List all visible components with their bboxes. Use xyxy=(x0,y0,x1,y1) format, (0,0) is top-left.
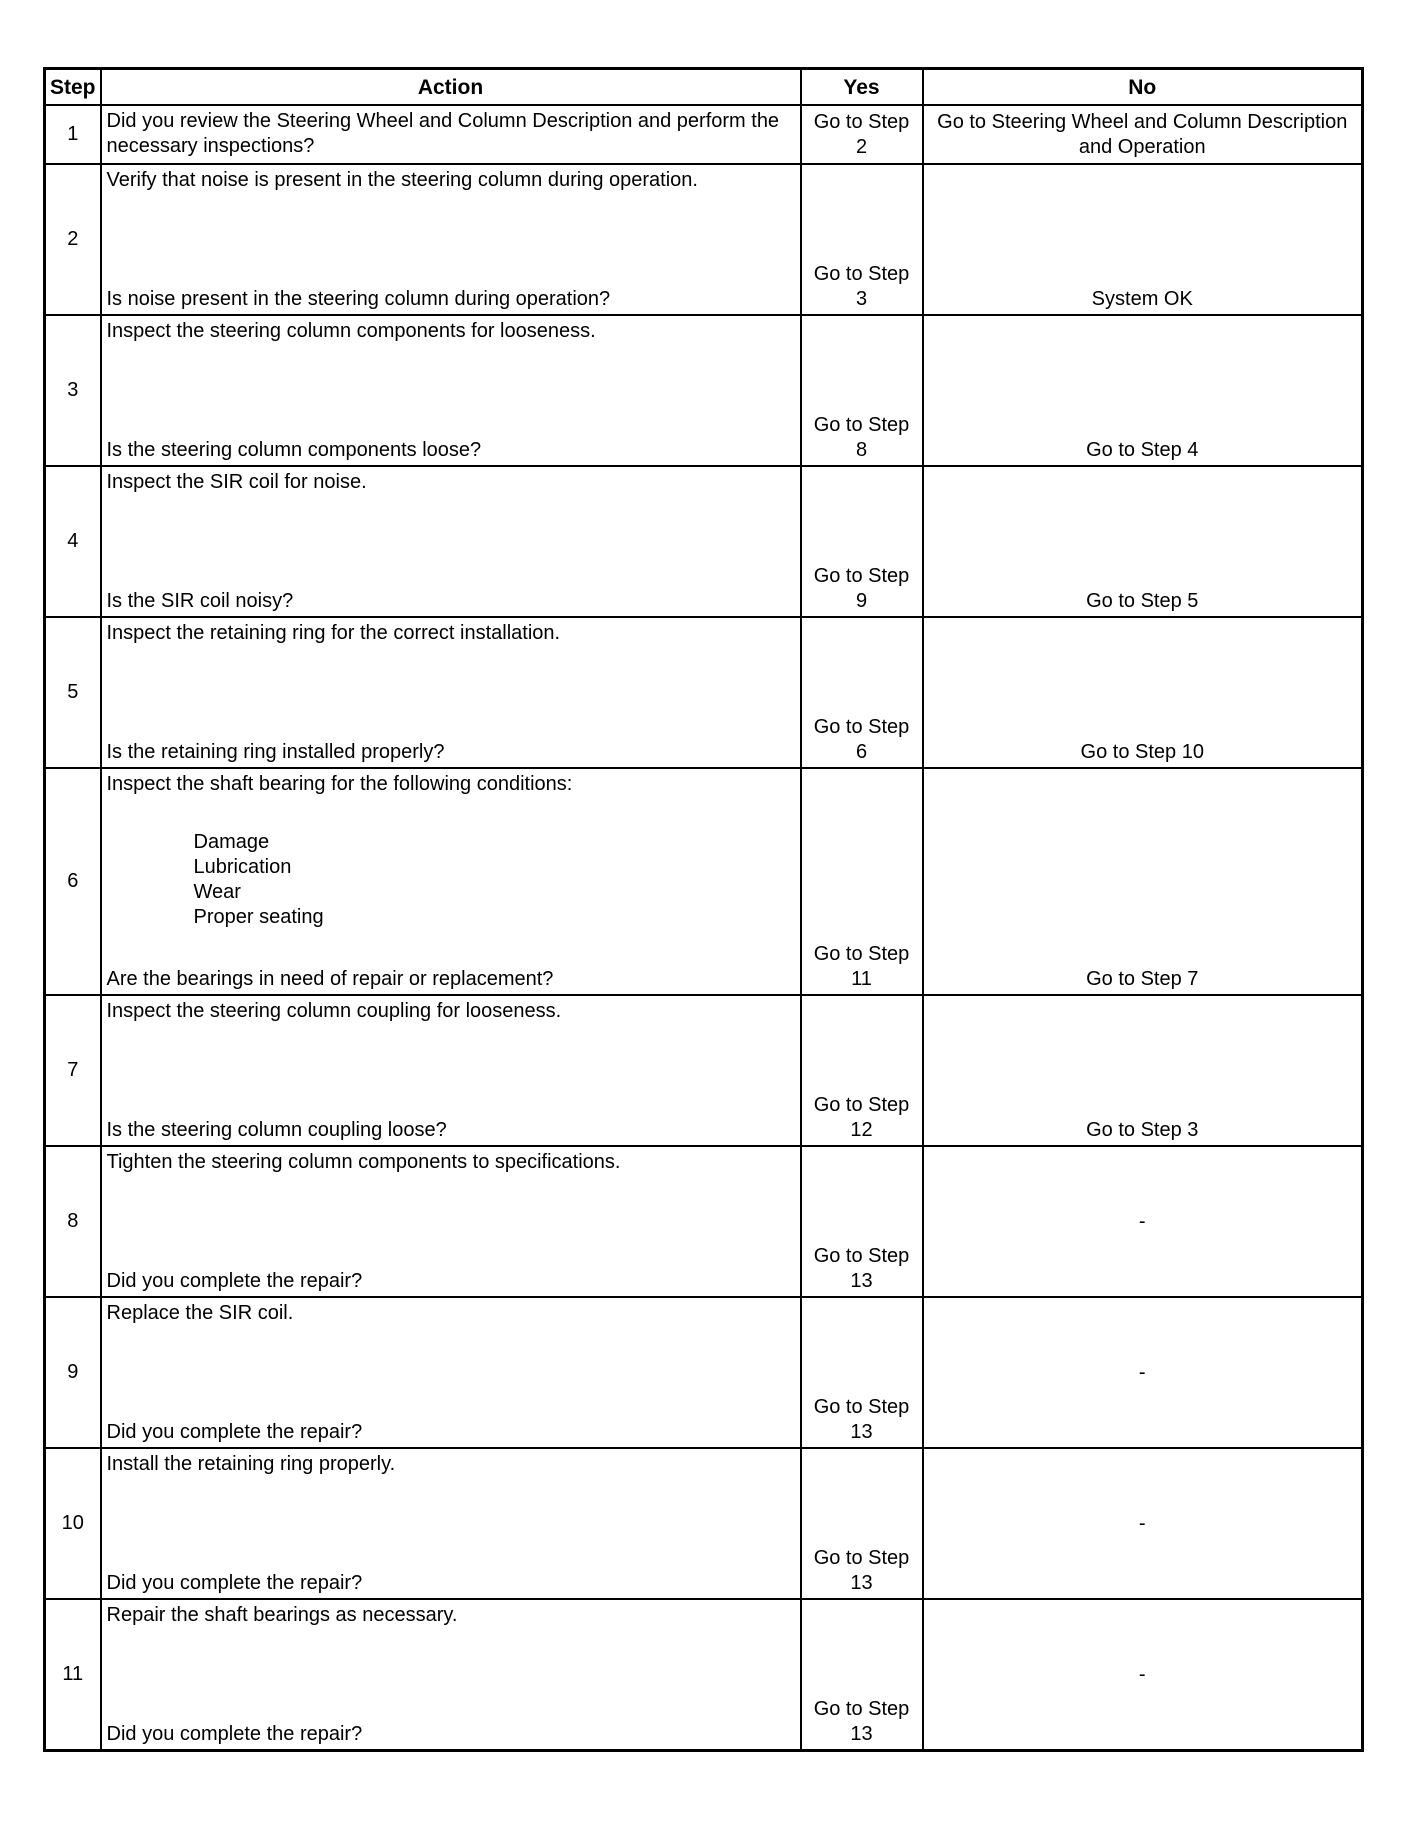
no-result: Go to Step 3 xyxy=(1086,1119,1199,1141)
action-instruction: Did you review the Steering Wheel and Column Description and perform the necessary inspections? xyxy=(106,110,780,157)
action-instruction: Inspect the retaining ring for the correct installation. xyxy=(106,622,561,644)
yes-label: Go to Step xyxy=(813,716,910,738)
action-cell xyxy=(101,315,801,466)
step-number: 9 xyxy=(45,1297,101,1448)
no-result: - xyxy=(1138,1361,1146,1383)
yes-cell xyxy=(801,164,923,315)
action-instruction: Inspect the steering column components for looseness. xyxy=(106,320,596,342)
condition-item: Wear xyxy=(193,881,241,903)
yes-label: Go to Step xyxy=(813,1547,910,1569)
action-cell xyxy=(101,1146,801,1297)
no-cell xyxy=(923,1448,1363,1599)
step-number: 6 xyxy=(45,768,101,995)
no-cell xyxy=(923,768,1363,995)
yes-label: Go to Step xyxy=(813,1245,910,1267)
no-result: Go to Step 5 xyxy=(1086,590,1199,612)
condition-list xyxy=(107,830,324,930)
action-instruction: Repair the shaft bearings as necessary. xyxy=(106,1604,458,1626)
table-row xyxy=(45,617,1363,768)
action-instruction: Tighten the steering column components to specifications. xyxy=(106,1151,621,1173)
no-cell xyxy=(923,466,1363,617)
step-number: 3 xyxy=(45,315,101,466)
step-number: 8 xyxy=(45,1146,101,1297)
action-question: Are the bearings in need of repair or replacement? xyxy=(106,968,554,990)
action-instruction: Inspect the SIR coil for noise. xyxy=(106,471,367,493)
yes-step: 11 xyxy=(851,968,872,990)
yes-step: 3 xyxy=(855,288,868,310)
table-row xyxy=(45,466,1363,617)
no-result: - xyxy=(1138,1512,1146,1534)
action-question: Is the steering column components loose? xyxy=(106,439,482,461)
action-question: Did you complete the repair? xyxy=(106,1421,363,1443)
yes-cell xyxy=(801,1297,923,1448)
yes-step: 9 xyxy=(855,590,868,612)
action-question: Is noise present in the steering column during operation? xyxy=(106,288,611,310)
yes-cell xyxy=(801,105,923,164)
step-number: 10 xyxy=(45,1448,101,1599)
no-result: System OK xyxy=(1091,288,1193,310)
no-cell xyxy=(923,1297,1363,1448)
table-row xyxy=(45,1146,1363,1297)
action-question: Is the SIR coil noisy? xyxy=(106,590,294,612)
yes-cell xyxy=(801,1448,923,1599)
table-row xyxy=(45,768,1363,995)
yes-step: 6 xyxy=(855,741,868,763)
yes-step: 13 xyxy=(850,1421,873,1443)
yes-label: Go to Step xyxy=(813,565,910,587)
yes-cell xyxy=(801,466,923,617)
yes-label: Go to Step xyxy=(813,943,910,965)
action-question: Is the retaining ring installed properly? xyxy=(106,741,445,763)
table-row xyxy=(45,164,1363,315)
yes-step: 13 xyxy=(850,1723,873,1745)
no-cell xyxy=(923,315,1363,466)
yes-cell xyxy=(801,1599,923,1751)
yes-step: 12 xyxy=(850,1119,873,1141)
condition-item: Damage xyxy=(193,831,270,853)
action-cell xyxy=(101,105,801,164)
header-no: No xyxy=(923,69,1363,106)
action-cell xyxy=(101,1448,801,1599)
action-instruction: Inspect the shaft bearing for the following conditions: xyxy=(106,773,573,795)
table-row xyxy=(45,105,1363,164)
action-cell xyxy=(101,466,801,617)
yes-label: Go to Step xyxy=(813,1698,910,1720)
table-row xyxy=(45,1297,1363,1448)
yes-cell xyxy=(801,768,923,995)
step-number: 2 xyxy=(45,164,101,315)
yes-cell xyxy=(801,617,923,768)
table-body xyxy=(45,105,1363,1751)
yes-label: Go to Step xyxy=(813,110,910,133)
action-instruction: Replace the SIR coil. xyxy=(106,1302,294,1324)
no-cell xyxy=(923,164,1363,315)
step-number: 4 xyxy=(45,466,101,617)
yes-step: 8 xyxy=(855,439,868,461)
no-result: - xyxy=(1138,1663,1146,1685)
table-row xyxy=(45,1599,1363,1751)
no-cell: Go to Steering Wheel and Column Description and Operation xyxy=(923,105,1363,164)
table-row xyxy=(45,995,1363,1146)
action-question: Is the steering column coupling loose? xyxy=(106,1119,447,1141)
action-cell xyxy=(101,1599,801,1751)
yes-cell xyxy=(801,315,923,466)
action-instruction: Install the retaining ring properly. xyxy=(106,1453,396,1475)
no-cell xyxy=(923,995,1363,1146)
condition-item: Proper seating xyxy=(193,906,324,928)
yes-step: 2 xyxy=(855,135,868,158)
diagnostic-table xyxy=(43,67,1364,1752)
action-instruction: Inspect the steering column coupling for looseness. xyxy=(106,1000,562,1022)
action-cell xyxy=(101,617,801,768)
step-number: 1 xyxy=(45,105,101,164)
step-number: 5 xyxy=(45,617,101,768)
yes-cell xyxy=(801,995,923,1146)
yes-label: Go to Step xyxy=(813,263,910,285)
no-result: Go to Step 7 xyxy=(1086,968,1199,990)
yes-step: 13 xyxy=(850,1572,873,1594)
no-cell xyxy=(923,1146,1363,1297)
action-question: Did you complete the repair? xyxy=(106,1572,363,1594)
header-row xyxy=(45,69,1363,106)
action-question: Did you complete the repair? xyxy=(106,1270,363,1292)
step-number: 7 xyxy=(45,995,101,1146)
action-question: Did you complete the repair? xyxy=(106,1723,363,1745)
no-result: Go to Step 4 xyxy=(1086,439,1199,461)
action-instruction: Verify that noise is present in the steering column during operation. xyxy=(106,169,698,191)
yes-step: 13 xyxy=(850,1270,873,1292)
condition-item: Lubrication xyxy=(193,856,292,878)
action-cell xyxy=(101,1297,801,1448)
header-step: Step xyxy=(45,69,101,106)
yes-label: Go to Step xyxy=(813,1396,910,1418)
yes-label: Go to Step xyxy=(813,414,910,436)
no-result: - xyxy=(1138,1210,1146,1232)
table-row xyxy=(45,315,1363,466)
yes-cell xyxy=(801,1146,923,1297)
step-number: 11 xyxy=(45,1599,101,1751)
table-row xyxy=(45,1448,1363,1599)
action-cell xyxy=(101,164,801,315)
no-cell xyxy=(923,1599,1363,1751)
yes-label: Go to Step xyxy=(813,1094,910,1116)
header-yes: Yes xyxy=(801,69,923,106)
action-cell xyxy=(101,995,801,1146)
action-cell xyxy=(101,768,801,995)
header-action: Action xyxy=(101,69,801,106)
no-cell xyxy=(923,617,1363,768)
no-result: Go to Step 10 xyxy=(1080,741,1204,763)
